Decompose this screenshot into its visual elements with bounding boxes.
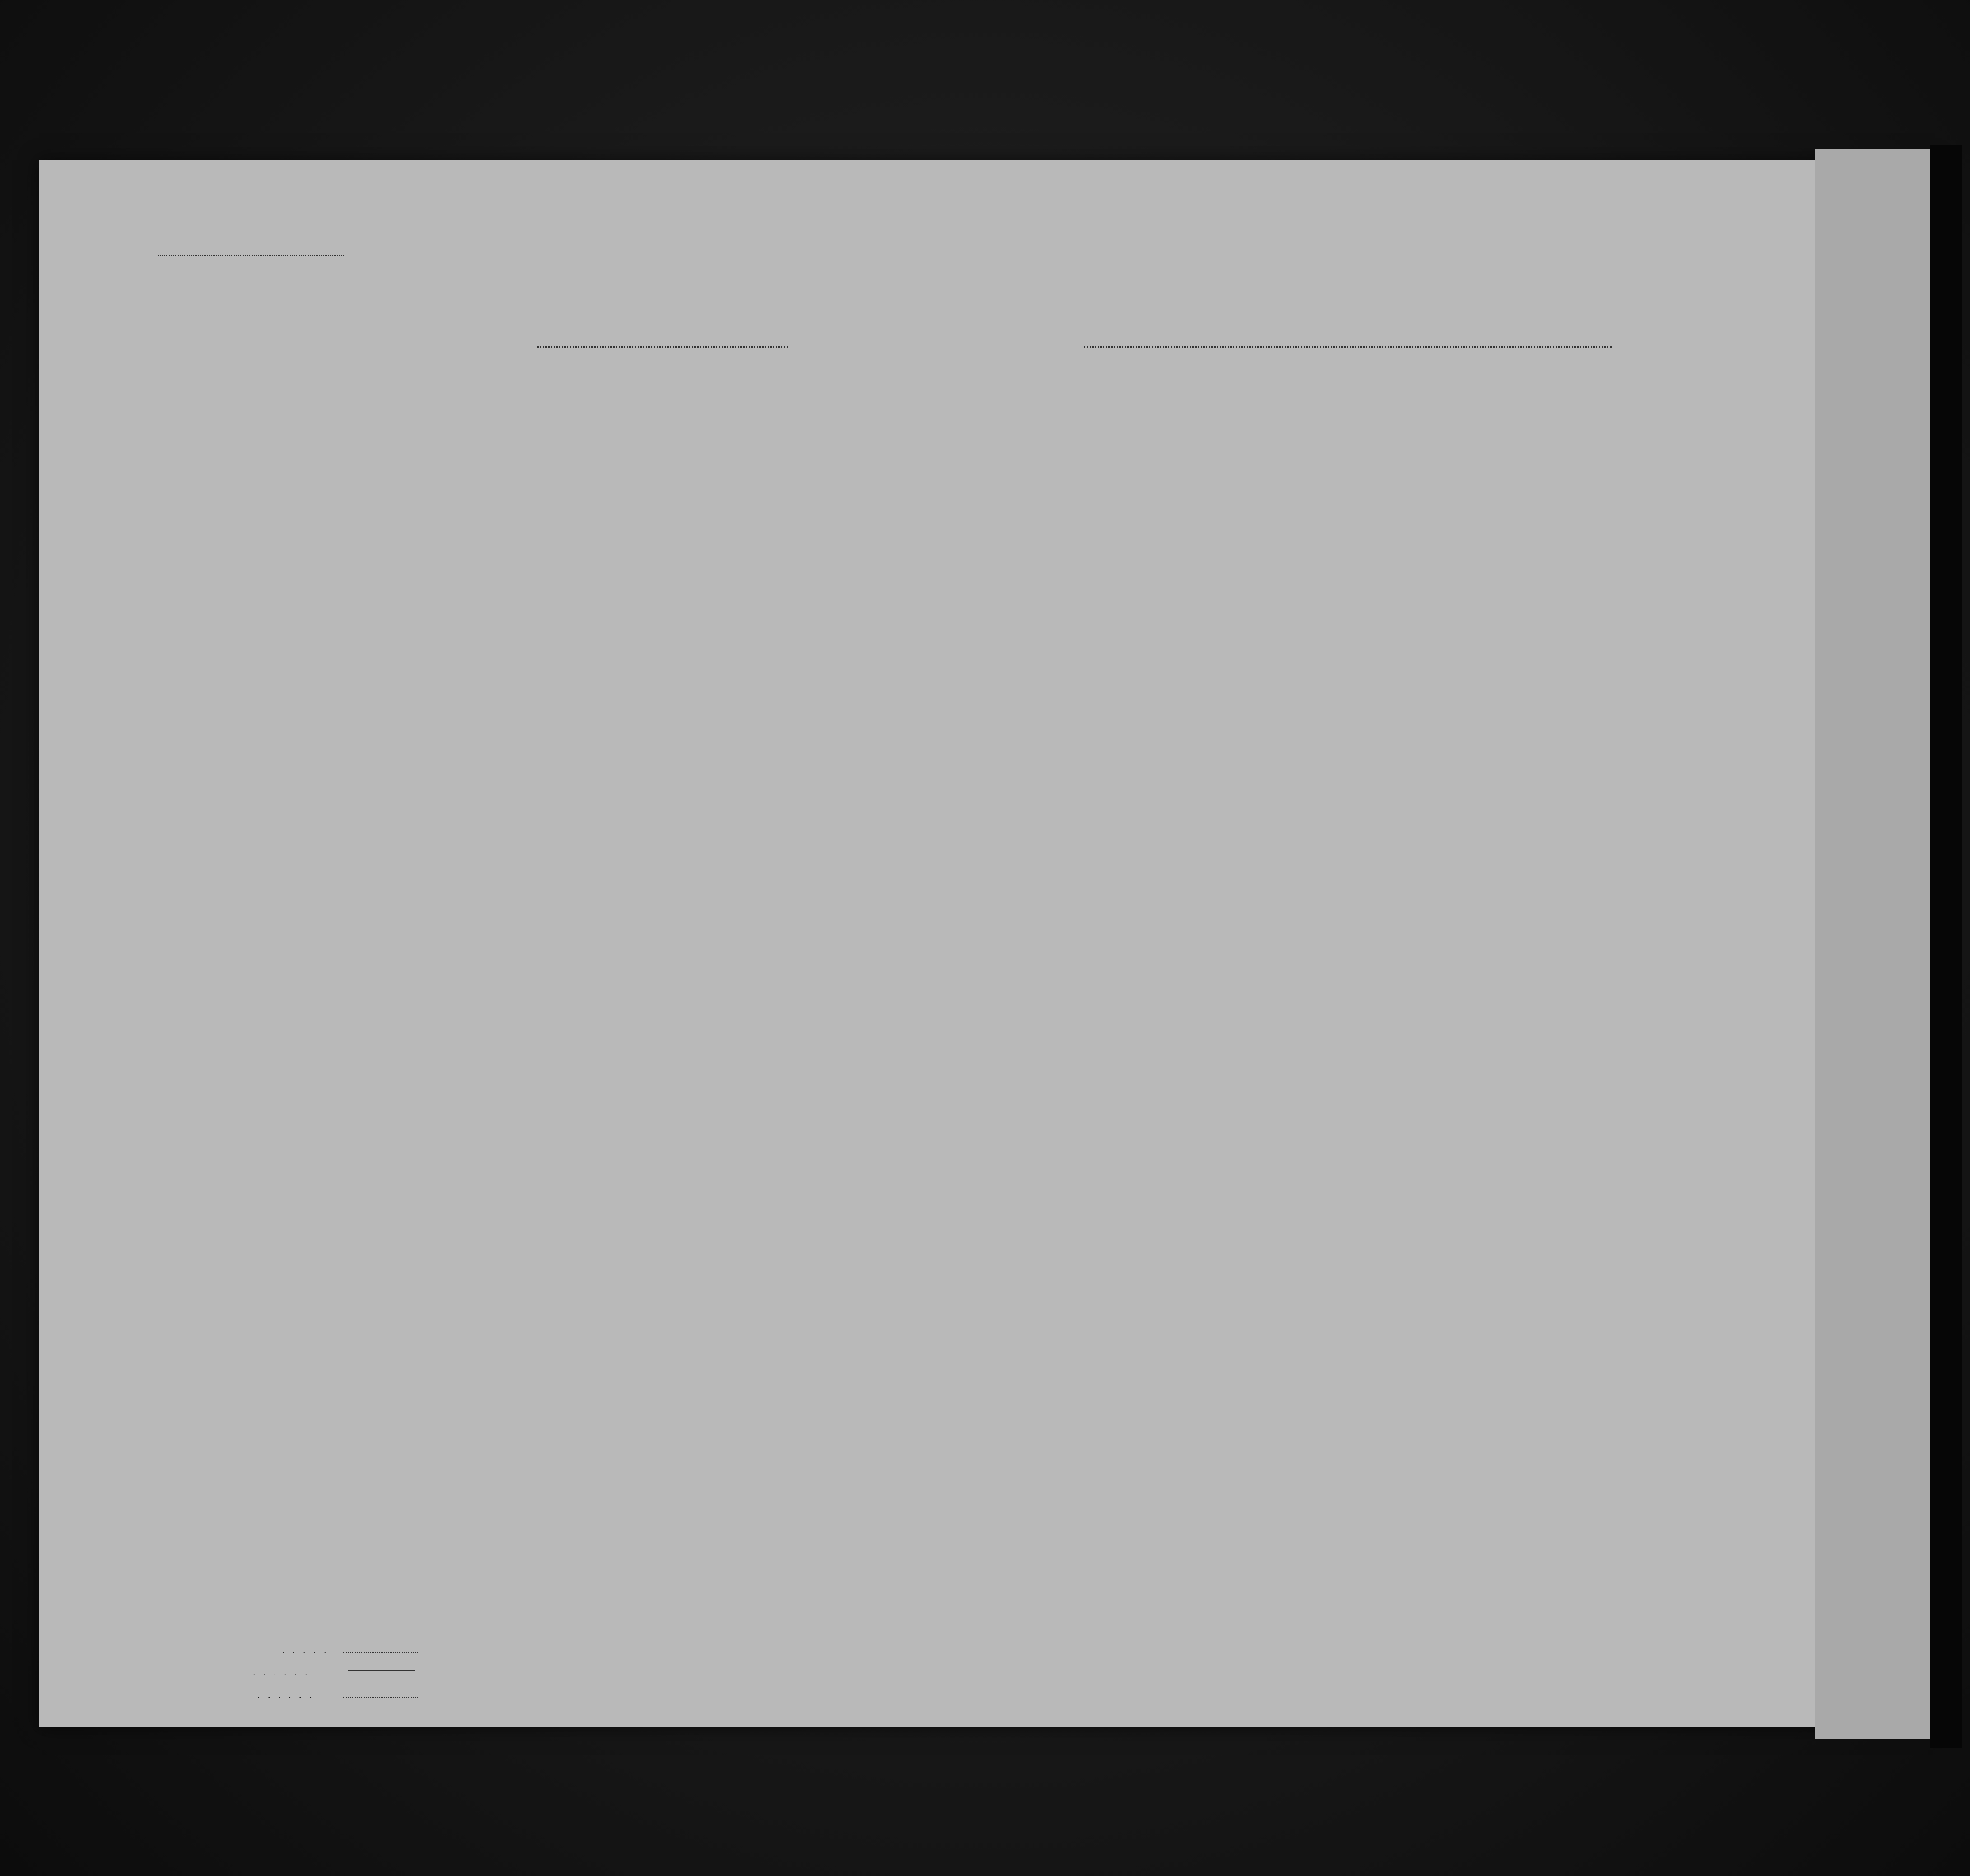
total-passengers-dots: . . . . . bbox=[282, 1644, 329, 1655]
total-passengers-line bbox=[343, 1652, 418, 1653]
aliens-line bbox=[343, 1697, 418, 1698]
us-citizens-dots: . . . . . . bbox=[253, 1666, 310, 1678]
us-citizens-dash bbox=[348, 1670, 415, 1671]
aliens-dots: . . . . . . bbox=[257, 1689, 315, 1700]
